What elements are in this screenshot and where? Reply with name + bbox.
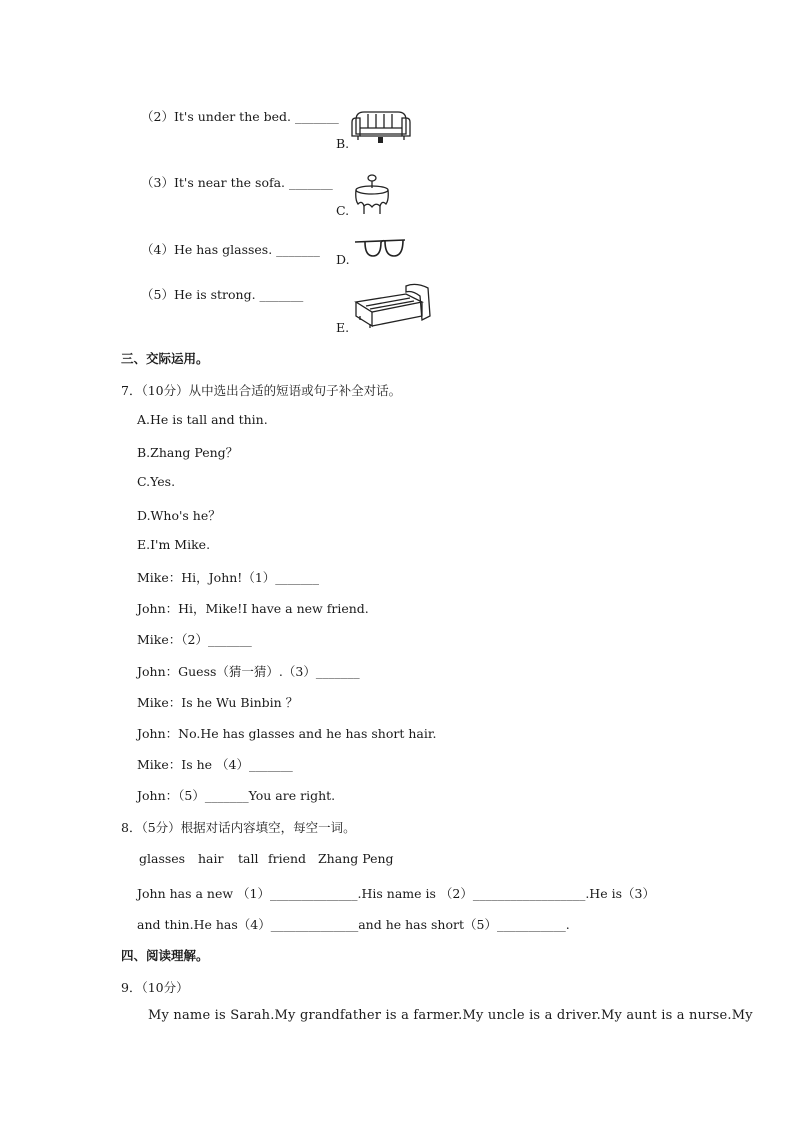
q7-option-e: E.I'm Mike. [137,537,211,552]
table-icon [352,172,392,216]
q7-option-d: D.Who's he？ [137,508,221,523]
option-letter-b: B. [336,136,350,151]
option-letter-d: D. [336,252,350,267]
section-4-title: 四、阅读理解。 [121,948,209,963]
match-item-2: （2）It's under the bed. _______ [141,109,339,124]
match-item-4: （4）He has glasses. _______ [141,242,320,257]
dialogue-line-6: John：No.He has glasses and he has short hair. [137,726,437,741]
question-9-heading: 9．（10分） [121,980,189,995]
option-letter-e: E. [336,320,350,335]
fill-line-1: John has a new （1）______________.His name is （2）__________________.He is（3） [137,886,655,901]
dialogue-line-8: John：（5）_______You are right. [137,788,336,803]
dialogue-line-3: Mike：（2）_______ [137,632,252,647]
word-bank-friend: friend [268,851,307,866]
match-item-3: （3）It's near the sofa. _______ [141,175,333,190]
question-7-heading: 7．（10分）从中选出合适的短语或句子补全对话。 [121,383,402,398]
option-letter-c: C. [336,203,350,218]
q7-option-a: A.He is tall and thin. [137,412,268,427]
q7-option-b: B.Zhang Peng？ [137,445,239,460]
bed-icon [352,282,434,328]
word-bank-tall: tall [238,851,259,866]
dialogue-line-7: Mike：Is he （4）_______ [137,757,293,772]
word-bank-glasses: glasses [139,851,186,866]
sofa-icon [350,106,412,146]
dialogue-line-5: Mike：Is he Wu Binbin ？ [137,695,299,710]
word-bank-zhang-peng: Zhang Peng [318,851,394,866]
q7-option-c: C.Yes. [137,474,176,489]
fill-line-2: and thin.He has（4）______________and he has short（5）___________. [137,917,570,932]
section-3-title: 三、交际运用。 [121,351,209,366]
dialogue-line-4: John：Guess（猜一猜）.（3）_______ [137,664,360,679]
glasses-icon [353,236,407,260]
dialogue-line-2: John：Hi，Mike!I have a new friend. [137,601,369,616]
match-item-5: （5）He is strong. _______ [141,287,304,302]
question-8-heading: 8．（5分）根据对话内容填空，每空一词。 [121,820,356,835]
reading-paragraph: My name is Sarah.My grandfather is a farmer.My uncle is a driver.My aunt is a nurse.My [148,1008,753,1023]
dialogue-line-1: Mike：Hi，John!（1）_______ [137,570,320,585]
word-bank-hair: hair [198,851,224,866]
